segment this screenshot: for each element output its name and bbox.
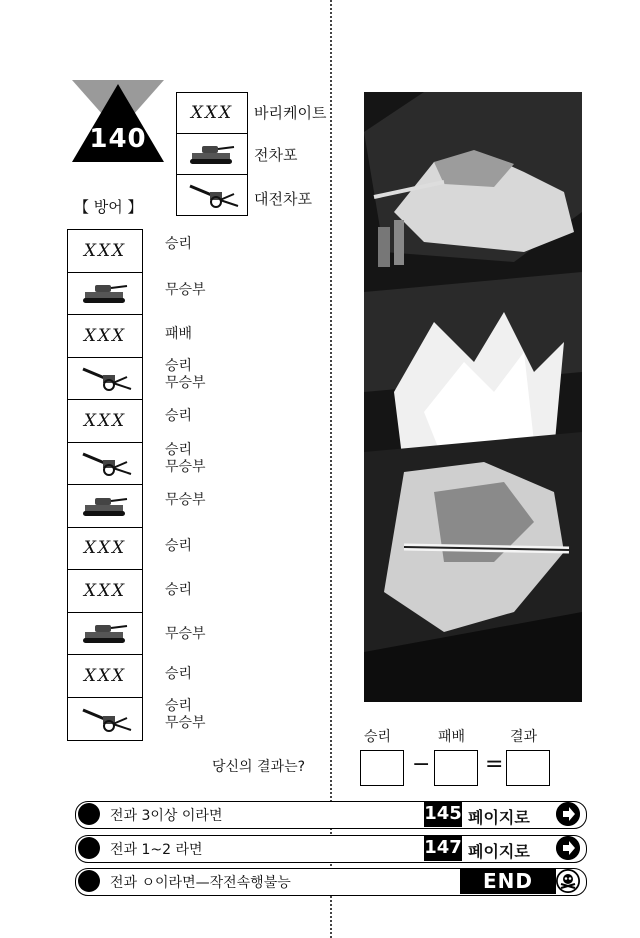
defense-row [68, 613, 142, 656]
tank-icon [81, 621, 129, 645]
row-result: 승리 [165, 666, 193, 682]
defense-row [68, 400, 142, 443]
barricade-icon: XXX [190, 103, 234, 123]
row-result: 승리 무승부 [165, 698, 206, 731]
defense-row [68, 698, 142, 741]
row-result: 패배 [165, 326, 193, 342]
barricade-icon: XXX [83, 410, 127, 431]
row-result: 승리 [165, 538, 193, 554]
row-result: 승리 [165, 408, 193, 424]
anti-tank-gun-icon [77, 706, 133, 732]
page-suffix-1[interactable]: 페이지로 [468, 808, 530, 827]
legend-label-barricade: 바리케이트 [254, 104, 327, 122]
anti-tank-gun-icon [184, 182, 240, 208]
legend-barricade [177, 93, 247, 134]
equals-sign: = [485, 752, 504, 777]
defense-row [68, 273, 142, 316]
defense-row [68, 570, 142, 613]
row-result: 승리 무승부 [165, 442, 206, 475]
outcome-text-3: 전과 ㅇ이라면—작전속행불능 [110, 875, 291, 891]
row-result: 승리 [165, 582, 193, 598]
legend-box [176, 92, 248, 216]
barricade-icon: XXX [83, 580, 127, 601]
barricade-icon: XXX [83, 665, 127, 686]
end-label: END [460, 868, 556, 894]
result-label: 결과 [510, 729, 538, 745]
bullet-icon [78, 803, 100, 825]
defense-row [68, 230, 142, 273]
outcome-text-2: 전과 1~2 라면 [110, 842, 203, 858]
arrow-right-icon[interactable] [556, 802, 580, 826]
section-number: 140 [89, 124, 147, 154]
row-result: 무승부 [165, 282, 206, 298]
defense-row [68, 485, 142, 528]
defense-row [68, 655, 142, 698]
row-result: 승리 [165, 236, 193, 252]
loss-label: 패배 [438, 729, 466, 745]
legend-tank [177, 134, 247, 175]
row-result: 무승부 [165, 626, 206, 642]
legend-label-anti-tank-gun: 대전차포 [254, 190, 312, 208]
anti-tank-gun-icon [77, 365, 133, 391]
defense-label: 【 방어 】 [74, 198, 143, 216]
battle-illustration [364, 92, 582, 702]
defense-column [67, 229, 143, 741]
skull-icon [556, 869, 580, 893]
barricade-icon: XXX [83, 538, 127, 559]
defense-row [68, 528, 142, 571]
barricade-icon: XXX [83, 240, 127, 261]
defense-row [68, 315, 142, 358]
barricade-icon: XXX [83, 325, 127, 346]
defense-row [68, 358, 142, 401]
loss-count-box[interactable] [434, 750, 478, 786]
legend-label-tank: 전차포 [254, 146, 298, 164]
arrow-right-icon[interactable] [556, 836, 580, 860]
defense-row [68, 443, 142, 486]
bullet-icon [78, 870, 100, 892]
page-suffix-2[interactable]: 페이지로 [468, 842, 530, 861]
minus-sign: − [412, 752, 431, 777]
tank-icon [81, 494, 129, 518]
bullet-icon [78, 837, 100, 859]
page-divider [330, 0, 332, 938]
tank-icon [188, 142, 236, 166]
result-question: 당신의 결과는? [212, 759, 306, 775]
page-number-2[interactable]: 147 [424, 835, 462, 861]
outcome-text-1: 전과 3이상 이라면 [110, 808, 223, 824]
tank-icon [81, 281, 129, 305]
win-label: 승리 [364, 729, 392, 745]
legend-anti-tank-gun [177, 175, 247, 215]
row-result: 승리 무승부 [165, 358, 206, 391]
page-number-1[interactable]: 145 [424, 801, 462, 827]
win-count-box[interactable] [360, 750, 404, 786]
result-box[interactable] [506, 750, 550, 786]
anti-tank-gun-icon [77, 450, 133, 476]
row-result: 무승부 [165, 492, 206, 508]
